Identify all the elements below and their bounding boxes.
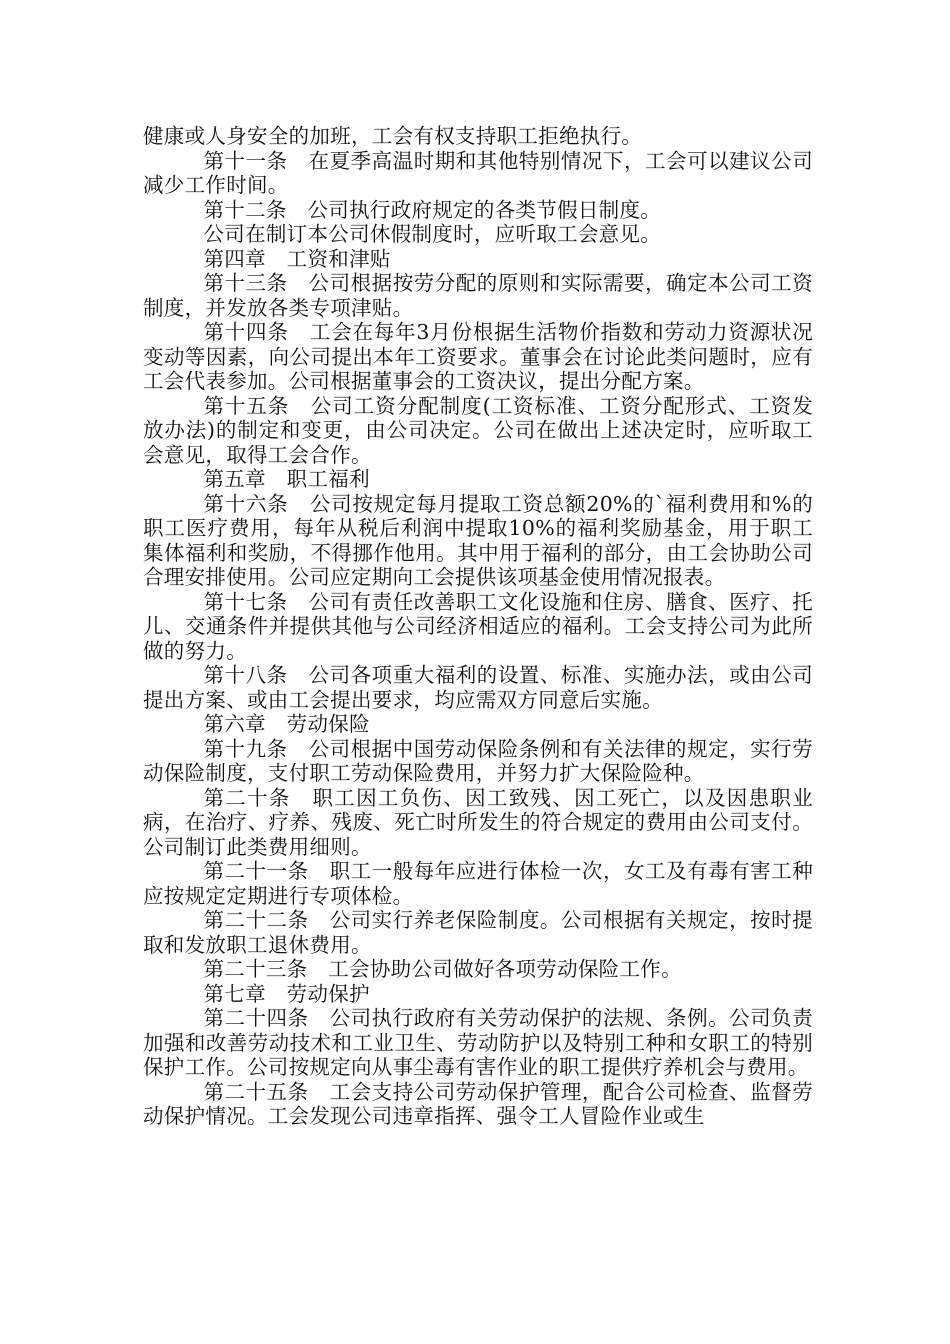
chapter-heading: 第七章 劳动保护 <box>203 981 370 1006</box>
chapter-heading: 第五章 职工福利 <box>203 467 370 491</box>
paragraph: 第二十四条 公司执行政府有关劳动保护的法规、条例。公司负责加强和改善劳动技术和工业卫生、劳动防护以及特别工种和女职工的特别保护工作。公司按规定向从事尘毒有害作业的职工提供疗养机会与费用。 <box>143 1006 813 1079</box>
paragraph: 第二十五条 工会支持公司劳动保护管理，配合公司检查、监督劳动保护情况。工会发现公司违章指挥、强令工人冒险作业或生 <box>143 1079 813 1128</box>
paragraph: 第十八条 公司各项重大福利的设置、标准、实施办法，或由公司提出方案、或由工会提出要求，均应需双方同意后实施。 <box>143 663 813 712</box>
paragraph: 第二十二条 公司实行养老保险制度。公司根据有关规定，按时提取和发放职工退休费用。 <box>143 908 813 957</box>
paragraph: 第十六条 公司按规定每月提取工资总额20%的`福利费用和%的职工医疗费用，每年从税后利润中提取10%的福利奖励基金，用于职工集体福利和奖励，不得挪作他用。其中用于福利的部分，由工会协助公司合理安排使用。公司应定期向工会提供该项基金使用情况报表。 <box>143 491 813 589</box>
paragraph: 第十七条 公司有责任改善职工文化设施和住房、膳食、医疗、托儿、交通条件并提供其他与公司经济相适应的福利。工会支持公司为此所做的努力。 <box>143 589 813 663</box>
paragraph: 第十五条 公司工资分配制度(工资标准、工资分配形式、工资发放办法)的制定和变更，由公司决定。公司在做出上述决定时，应听取工会意见，取得工会合作。 <box>143 393 813 467</box>
paragraph: 第二十条 职工因工负伤、因工致残、因工死亡，以及因患职业病，在治疗、疗养、残废、死亡时所发生的符合规定的费用由公司支付。公司制订此类费用细则。 <box>143 785 813 859</box>
paragraph: 健康或人身安全的加班，工会有权支持职工拒绝执行。 <box>143 124 643 148</box>
paragraph: 第十九条 公司根据中国劳动保险条例和有关法律的规定，实行劳动保险制度，支付职工劳动保险费用，并努力扩大保险险种。 <box>143 736 813 785</box>
chapter-heading: 第六章 劳动保险 <box>203 712 370 736</box>
paragraph: 第二十三条 工会协助公司做好各项劳动保险工作。 <box>203 957 682 981</box>
chapter-heading: 第四章 工资和津贴 <box>203 246 391 271</box>
paragraph: 第十二条 公司执行政府规定的各类节假日制度。 <box>203 197 662 222</box>
paragraph: 第十三条 公司根据按劳分配的原则和实际需要，确定本公司工资制度，并发放各类专项津贴。 <box>143 271 813 320</box>
document-body <box>143 124 813 1129</box>
paragraph: 公司在制订本公司休假制度时，应听取工会意见。 <box>203 222 662 246</box>
paragraph: 第二十一条 职工一般每年应进行体检一次，女工及有毒有害工种应按规定定期进行专项体检。 <box>143 859 813 908</box>
paragraph: 第十一条 在夏季高温时期和其他特别情况下，工会可以建议公司减少工作时间。 <box>143 148 813 197</box>
paragraph: 第十四条 工会在每年3月份根据生活物价指数和劳动力资源状况变动等因素，向公司提出本年工资要求。董事会在讨论此类问题时，应有工会代表参加。公司根据董事会的工资决议，提出分配方案。 <box>143 320 813 393</box>
